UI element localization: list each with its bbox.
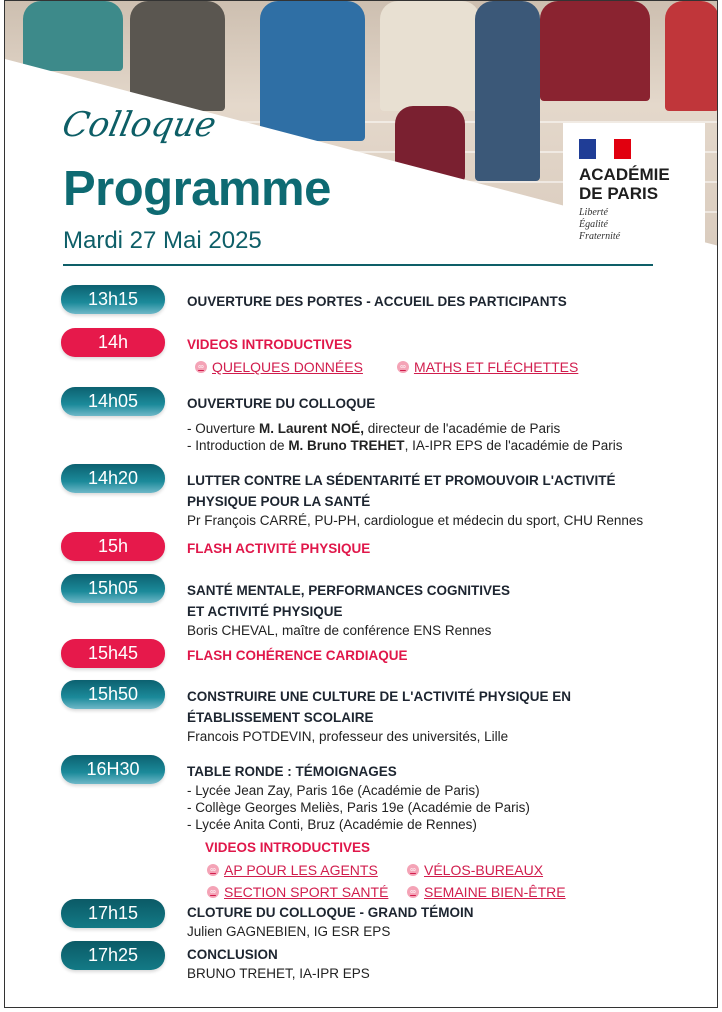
video-links	[207, 860, 697, 902]
line-prefix: - Introduction de	[187, 438, 289, 453]
academie-logo	[563, 123, 705, 257]
link-icon: ∞	[207, 886, 219, 898]
item-content	[187, 944, 697, 982]
speaker-role: , IA-IPR EPS de l'académie de Paris	[404, 438, 623, 453]
item-title: OUVERTURE DES PORTES - ACCUEIL DES PARTICIPANTS	[187, 294, 567, 309]
item-title: VIDEOS INTRODUCTIVES	[187, 337, 353, 352]
video-link-label: QUELQUES DONNÉES	[212, 359, 363, 375]
link-icon: ∞	[397, 361, 409, 373]
item-title: LUTTER CONTRE LA SÉDENTARITÉ ET PROMOUVOIR L'ACTIVITÉ	[187, 473, 616, 488]
time-badge: 15h05	[61, 574, 165, 603]
speaker-role: directeur de l'académie de Paris	[364, 421, 561, 436]
speaker-name: M. Bruno TREHET	[288, 438, 405, 453]
script-title: Colloque	[58, 105, 220, 145]
item-title: FLASH COHÉRENCE CARDIAQUE	[187, 648, 408, 663]
item-title: TABLE RONDE : TÉMOIGNAGES	[187, 764, 397, 779]
video-link-label: VÉLOS-BUREAUX	[424, 862, 544, 878]
divider	[63, 264, 653, 266]
school-item: - Collège Georges Meliès, Paris 19e (Académie de Paris)	[187, 800, 530, 815]
item-title: CONSTRUIRE UNE CULTURE DE L'ACTIVITÉ PHYSIQUE EN	[187, 689, 571, 704]
line-prefix: - Ouverture	[187, 421, 260, 436]
item-title-line2: PHYSIQUE POUR LA SANTÉ	[187, 494, 371, 509]
speaker-name: M. Laurent NOÉ,	[259, 421, 365, 436]
link-icon: ∞	[407, 886, 419, 898]
item-content	[187, 291, 697, 312]
item-content	[187, 393, 697, 454]
programme-page	[4, 0, 718, 1008]
speaker: Francois POTDEVIN, professeur des universités, Lille	[187, 729, 509, 744]
video-link[interactable]	[195, 357, 363, 377]
time-badge: 15h50	[61, 680, 165, 709]
time-badge: 14h20	[61, 464, 165, 493]
item-title: FLASH ACTIVITÉ PHYSIQUE	[187, 541, 371, 556]
item-content	[187, 334, 697, 377]
link-icon: ∞	[195, 361, 207, 373]
item-title: CONCLUSION	[187, 947, 278, 962]
item-content	[187, 538, 697, 559]
item-content	[187, 470, 697, 529]
item-title: SANTÉ MENTALE, PERFORMANCES COGNITIVES	[187, 583, 511, 598]
time-badge: 17h15	[61, 899, 165, 928]
speaker-list	[187, 420, 697, 454]
item-title: CLOTURE DU COLLOQUE - GRAND TÉMOIN	[187, 905, 474, 920]
item-title-line2: ET ACTIVITÉ PHYSIQUE	[187, 604, 343, 619]
item-content	[187, 645, 697, 666]
time-badge: 17h25	[61, 941, 165, 970]
motto-3: Fraternité	[579, 231, 621, 242]
speaker: Julien GAGNEBIEN, IG ESR EPS	[187, 924, 391, 939]
speaker-line	[187, 437, 697, 454]
videos-subtitle: VIDEOS INTRODUCTIVES	[205, 840, 371, 855]
motto-2: Égalité	[579, 219, 608, 230]
time-badge: 16H30	[61, 755, 165, 784]
time-badge: 15h	[61, 532, 165, 561]
item-content	[187, 580, 697, 639]
link-icon: ∞	[407, 864, 419, 876]
speaker: Boris CHEVAL, maître de conférence ENS Rennes	[187, 623, 492, 638]
time-badge: 14h	[61, 328, 165, 357]
item-title-line2: ÉTABLISSEMENT SCOLAIRE	[187, 710, 374, 725]
video-link[interactable]	[207, 882, 407, 902]
speaker-line	[187, 420, 697, 437]
video-link[interactable]	[407, 860, 607, 880]
motto-1: Liberté	[579, 207, 608, 218]
school-item: - Lycée Anita Conti, Bruz (Académie de Rennes)	[187, 817, 477, 832]
item-title: OUVERTURE DU COLLOQUE	[187, 396, 376, 411]
video-link[interactable]	[397, 357, 578, 377]
item-content	[187, 686, 697, 745]
video-link-label: SECTION SPORT SANTÉ	[224, 884, 389, 900]
video-link[interactable]	[207, 860, 407, 880]
speaker: BRUNO TREHET, IA-IPR EPS	[187, 966, 370, 981]
time-badge: 15h45	[61, 639, 165, 668]
time-badge: 13h15	[61, 285, 165, 314]
event-date: Mardi 27 Mai 2025	[63, 227, 262, 254]
item-content	[187, 761, 697, 902]
video-links	[195, 357, 697, 377]
page-title: Programme	[63, 162, 331, 216]
item-content	[187, 902, 697, 940]
video-link-label: MATHS ET FLÉCHETTES	[413, 359, 579, 375]
school-item: - Lycée Jean Zay, Paris 16e (Académie de Paris)	[187, 783, 480, 798]
marianne-flag-icon	[579, 139, 631, 159]
speaker: Pr François CARRÉ, PU-PH, cardiologue et médecin du sport, CHU Rennes	[187, 513, 644, 528]
video-link-label: SEMAINE BIEN-ÊTRE	[424, 884, 566, 900]
logo-name-line2: DE PARIS	[579, 184, 659, 203]
video-link-label: AP POUR LES AGENTS	[224, 862, 378, 878]
logo-name-line1: ACADÉMIE	[579, 165, 670, 184]
video-link[interactable]	[407, 882, 607, 902]
time-badge: 14h05	[61, 387, 165, 416]
link-icon: ∞	[207, 864, 219, 876]
